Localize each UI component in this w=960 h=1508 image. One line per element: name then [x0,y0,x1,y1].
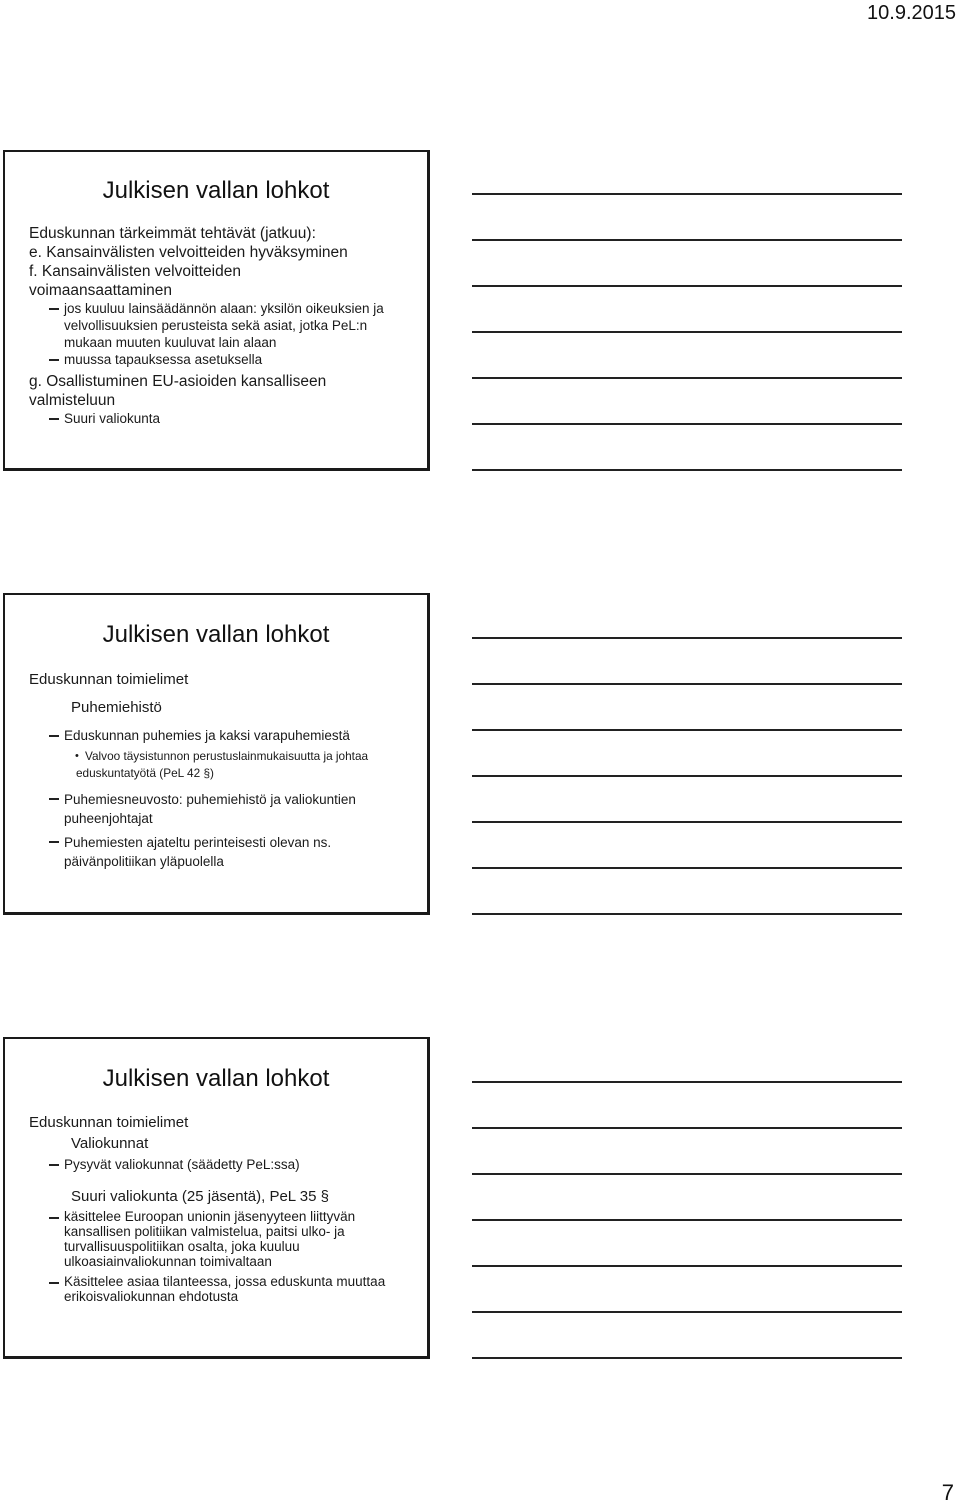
note-line [472,423,902,425]
sub-item [29,833,419,871]
note-line [472,193,902,195]
sub-text-line: ulkoasiainvaliokunnan toimivaltaan [64,1254,272,1269]
slide-title: Julkisen vallan lohkot [102,177,330,204]
slide-content [29,1114,419,1304]
slide-1 [3,150,430,471]
slide-text-line: Puhemiehistö [71,699,162,716]
sub-text-line: päivänpolitiikan yläpuolella [64,854,224,869]
note-line [472,683,902,685]
dash-icon [49,735,59,737]
slide-text-line: e. Kansainvälisten velvoitteiden hyväksyminen [29,244,348,261]
sub-item [29,1156,419,1173]
note-line [472,729,902,731]
bullet-text-line: eduskuntatyötä (PeL 42 §) [76,766,214,780]
sub-text-line: mukaan muuten kuuluvat lain alaan [64,335,277,350]
slide-text-line: voimaansaattaminen [29,282,173,299]
note-line [472,377,902,379]
note-line [472,913,902,915]
slide-2 [3,593,430,915]
note-line [472,285,902,287]
bullet-text-line: Valvoo täysistunnon perustuslainmukaisuutta ja johtaa [85,749,369,763]
note-line [472,469,902,471]
slide-text-line: Eduskunnan toimielimet [29,671,189,688]
slide-3 [3,1037,430,1359]
sub-text-line: Eduskunnan puhemies ja kaksi varapuhemiestä [64,728,350,743]
sub-item [29,1274,419,1304]
note-line [472,1173,902,1175]
sub-text-line: käsittelee Euroopan unionin jäsenyyteen liittyvän [64,1209,356,1224]
sub-item [29,1209,419,1269]
slide-content [29,671,419,871]
sub-text-line: Pysyvät valiokunnat (säädetty PeL:ssa) [64,1157,300,1172]
sub-text-line: velvollisuuksien perusteista sekä asiat, jotka PeL:n [64,318,368,333]
slide-text-line: Eduskunnan tärkeimmät tehtävät (jatkuu): [29,225,316,242]
sub-text-line: puheenjohtajat [64,811,153,826]
sub-text-line: jos kuuluu lainsäädännön alaan: yksilön oikeuksien ja [64,301,384,316]
dash-icon [49,1282,59,1284]
note-line [472,331,902,333]
slide-text-line: Valiokunnat [71,1135,149,1152]
note-line [472,637,902,639]
sub-text-line: kansallisen politiikan valmistelua, paitsi ulko- ja [64,1224,345,1239]
note-line [472,1265,902,1267]
note-line [472,1127,902,1129]
sub-text-line: Puhemiesneuvosto: puhemiehistö ja valiokuntien [64,792,356,807]
dash-icon [49,798,59,800]
slide-text-line: Eduskunnan toimielimet [29,1114,189,1131]
sub-text-line: Puhemiesten ajateltu perinteisesti olevan ns. [64,835,332,850]
note-line [472,1081,902,1083]
slide-text-line: g. Osallistuminen EU-asioiden kansalliseen [29,373,327,390]
sub-text-line: muussa tapauksessa asetuksella [64,352,263,367]
sub-item [29,300,419,351]
slide-title: Julkisen vallan lohkot [102,621,330,648]
page-number: 7 [941,1480,954,1505]
sub-text-line: Käsittelee asiaa tilanteessa, jossa eduskunta muuttaa [64,1274,386,1289]
sub-item [29,727,419,744]
note-line [472,1311,902,1313]
note-line [472,1357,902,1359]
slide-text-line: Suuri valiokunta (25 jäsentä), PeL 35 § [71,1188,329,1205]
dash-icon [49,1217,59,1219]
dash-icon [49,841,59,843]
sub-item [29,410,419,427]
bullet-icon: • [75,750,79,762]
slide-text-line: valmisteluun [29,392,116,409]
dash-icon [49,1164,59,1166]
sub-text-line: Suuri valiokunta [64,411,161,426]
sub-text-line: erikoisvaliokunnan ehdotusta [64,1289,239,1304]
page-date: 10.9.2015 [867,2,956,24]
dash-icon [49,359,59,361]
slide-content [29,224,419,427]
dash-icon [49,308,59,310]
note-line [472,867,902,869]
slide-title: Julkisen vallan lohkot [102,1065,330,1092]
sub-text-line: turvallisuuspolitiikan osalta, joka kuuluu [64,1239,300,1254]
note-line [472,1219,902,1221]
bullet-item [29,748,419,782]
note-line [472,775,902,777]
note-line [472,239,902,241]
sub-item [29,790,419,828]
slide-text-line: f. Kansainvälisten velvoitteiden [29,263,241,280]
dash-icon [49,418,59,420]
sub-item [29,351,419,368]
note-line [472,821,902,823]
